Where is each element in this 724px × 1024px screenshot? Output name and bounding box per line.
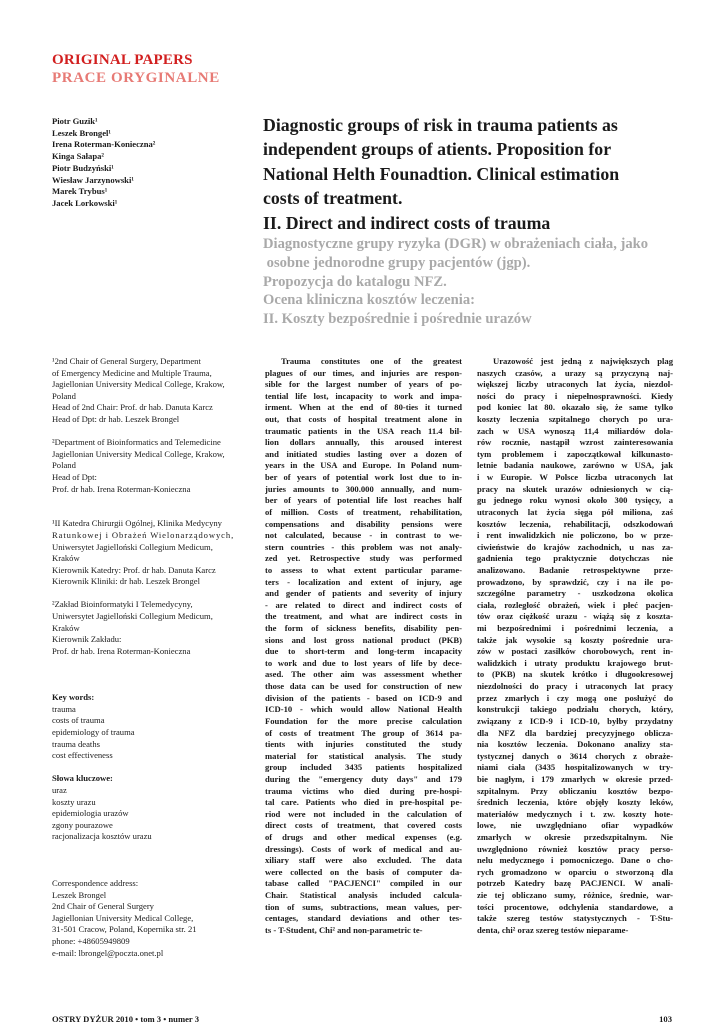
abstract-english [265,356,462,936]
body-text-line: ciała, rozległość obrażeń, wiek i płeć pacjen- [477,599,673,610]
body-text-line: tential life lost, incapacity to work and impa- [265,390,462,401]
affiliation-block [52,356,260,426]
affiliation-line: Poland [52,460,76,471]
body-text-line: out, that costs of hospital treatment alone in [265,414,462,425]
author-name: Irena Roterman-Konieczna² [52,139,156,150]
body-text-line: years in the USA and Europe. In Poland num- [265,460,462,471]
correspondence-line: 2nd Chair of General Surgery [52,901,154,912]
correspondence-line: phone: +48605949809 [52,935,130,946]
title-line: independent groups of atients. Proposition for [263,139,612,160]
body-text-line: plagues of our times, and injuries are respon- [265,367,462,378]
title-line: osobne jednorodne grupy pacjentów (jgp). [263,254,531,271]
keyword-item: racjonalizacja kosztów urazu [52,831,152,842]
body-text-line: of million. Costs of treatment, rehabilitation, [265,506,462,517]
body-text-line: dressings). Costs of work of medical and au- [265,843,462,854]
body-text-line: tów oraz ciężkość urazu - wiążą się z koszta- [477,611,673,622]
polish-keywords-heading: Słowa kluczowe: [52,773,113,784]
body-text-line: ased. The other aim was assessment whether [265,669,462,680]
article-title-polish [263,235,693,329]
body-text-line: zie tej obliczano sumy, różnice, średnie, war- [477,890,673,901]
body-text-line: to work and due to lost years of life by dece- [265,657,462,668]
body-text-line: koszty leczenia szpitalnego chorych po ura- [477,414,673,425]
affiliation-line: Prof. dr hab. Irena Roterman-Konieczna [52,483,191,494]
body-text-line: lion dollars annually, this aroused interest [265,437,462,448]
body-text-line: tości procentowe, odchylenia standardowe, a [477,901,673,912]
page-number: 103 [659,1014,672,1024]
body-text-line: także szereg testów statystycznych - T-Stu- [477,913,673,924]
keyword-item: costs of trauma [52,715,105,726]
affiliation-line: Kierownik Zakładu: [52,634,122,645]
journal-footer: OSTRY DYŻUR 2010 • tom 3 • numer 3 [52,1014,200,1024]
body-text-line: także jak wysokie są koszty pośrednie ura- [477,634,673,645]
section-label-english: ORIGINAL PAPERS [52,52,193,68]
body-text-line: lowe, nie uwzględniano ofiar wypadków [477,820,673,831]
title-line: II. Direct and indirect costs of trauma [263,212,551,233]
body-text-line: prowadzono, by sprawdzić, czy i na ile po- [477,576,673,587]
affiliation-line: Head of 2nd Chair: Prof. dr hab. Danuta Karcz [52,402,213,413]
body-text-line: those data can be used for construction of new [265,681,462,692]
body-text-line: letnie badania naukowe, zarówno w USA, jak [477,460,673,471]
affiliation-line: Kraków [52,553,80,564]
author-name: Piotr Budzyński¹ [52,162,114,173]
keyword-item: trauma [52,703,76,714]
body-text-line: Urazowość jest jedną z największych plag [493,356,673,366]
body-text-line: juries amounts to 300.000 annually, and num- [265,483,462,494]
keyword-item: trauma deaths [52,738,100,749]
author-name: Jacek Lorkowski¹ [52,197,118,208]
section-label-polish: PRACE ORYGINALNE [52,70,220,86]
body-text-line: mi bezpośrednimi i pośrednimi leczenia, a [477,623,673,634]
title-line: Propozycja do katalogu NFZ. [263,273,447,290]
body-text-line: gadnienia tego praktycznie dotychczas nie [477,553,673,564]
body-text-line: zach w USA wynoszą 11,4 miliardów dola- [477,425,673,436]
body-text-line: rów rocznie, nastąpił wzrost zainteresowania [477,437,673,448]
body-text-line: Chair. Statistical analysis included calcula- [265,890,462,901]
body-text-line: group included 3435 patients hospitalized [265,762,462,773]
keyword-item: cost effectiveness [52,750,113,761]
author-name: Leszek Brongel¹ [52,127,111,138]
body-text-line: niami ciała (3435 hospitalizowanych w try- [477,762,673,773]
title-line: II. Koszty bezpośrednie i pośrednie urazów [263,311,532,328]
body-text-line: pod koniec lat 80. okazało się, że same tylko [477,402,673,413]
body-text-line: ters - localization and extent of injury, age [265,576,462,587]
affiliation-line: Ratunkowej i Obrażeń Wielonarządowych, [52,529,235,540]
body-text-line: compensations and disability pensions were [265,518,462,529]
body-text-line: pracy na skutek urazów odniesionych w cią- [477,483,673,494]
keyword-item: koszty urazu [52,796,96,807]
keyword-item: epidemiology of trauma [52,727,135,737]
body-text-line: przez zmarłych i czy mogą one posłużyć do [477,692,673,703]
body-text-line: xiliary staff were also excluded. The data [265,855,462,866]
body-text-line: tal care. Patients who died in pre-hospital pe- [265,797,462,808]
body-text-line: stern countries - this problem was not analy- [265,541,462,552]
body-text-line: rych gromadzono w oparciu o stworzoną dla [477,866,673,877]
body-text-line: irment. When at the end of 80-ties it turned [265,402,462,413]
body-text-line: of costs of treatment The group of 3614 pa- [265,727,462,738]
author-name: Kinga Sałapa² [52,151,105,162]
correspondence-line: Leszek Brongel [52,889,107,900]
affiliation-line: Head of Dpt: dr hab. Leszek Brongel [52,413,180,424]
correspondence-line: Jagiellonian University Medical College, [52,912,194,923]
keyword-item: zgony pourazowe [52,819,113,830]
body-text-line: tients with injuries constituted the study [265,739,462,750]
correspondence-address [52,878,260,959]
body-text-line: uwzględniono również kosztów pracy perso- [477,843,673,854]
body-text-line: the treatment, and what are indirect costs in [265,611,462,622]
body-text-line: the form of sickness benefits, disability pen- [265,623,462,634]
body-text-line: to assess to what extent particular parame- [265,564,462,575]
body-text-line: of drugs and other medical expenses (e.g. [265,831,462,842]
body-text-line: nia kosztów leczenia. Dokonano analizy sta- [477,739,673,750]
body-text-line: ber of years of potential life lost reaches half [265,495,462,506]
body-text-line: niezdolności do pracy i utraconych lat pracy [477,681,673,692]
body-text-line: denta, chi² oraz szereg testów nieparame- [477,924,629,935]
affiliation-line: Head of Dpt: [52,471,97,482]
affiliation-line: of Emergency Medicine and Multiple Trauma, [52,367,212,378]
affiliation-line: Prof. dr hab. Irena Roterman-Konieczna [52,645,191,656]
body-text-line: not calculated, because - in contrast to we- [265,530,462,541]
sidebar-column [52,356,260,843]
body-text-line: sible for the largest number of years of po- [265,379,462,390]
affiliation-block [52,518,260,588]
body-text-line: zmarłych w okresie przedszpitalnym. Nie [477,831,673,842]
body-text-line: to (PKB) na skutek krótko i długookresowej [477,669,673,680]
body-text-line: - are related to direct and indirect costs of [265,599,462,610]
author-name: Piotr Guzik¹ [52,116,98,126]
author-name: Marek Trybus¹ [52,186,108,197]
affiliation-line: Kraków [52,622,80,633]
affiliation-line: Jagiellonian University Medical College, Krakow, [52,448,225,459]
body-text-line: division of the patients - based on ICD-9 and [265,692,462,703]
body-text-line: ności do pracy i niepełnosprawności. Kiedy [477,390,673,401]
title-line: National Helth Founadtion. Clinical estimation [263,163,620,184]
abstract-polish [477,356,673,936]
affiliation-line: Uniwersytet Jagielloński Collegium Medicum, [52,541,213,552]
body-text-line: dla NFZ dla bardziej precyzyjnego oblicza- [477,727,673,738]
body-text-line: material for statistical analysis. The study [265,750,462,761]
body-text-line: tym problemem i zapoczątkował kilkunasto- [477,448,673,459]
keywords-block [52,692,260,762]
title-line: Ocena kliniczna kosztów leczenia: [263,292,475,309]
body-text-line: were collected on the basis of computer da- [265,866,462,877]
body-text-line: ts - T-Student, Chi² and non-parametric te- [265,924,423,935]
body-text-line: potrzeb Katedry bazę PACJENCI. W anali- [477,878,673,889]
title-line: costs of treatment. [263,188,403,209]
body-text-line: szczególne parametry - uszkodzona okolica [477,588,673,599]
body-text-line: kosztów leczenia, rehabilitacji, odszkodowań [477,518,673,529]
body-text-line: konstrukcji takiego podziału chorych, który, [477,704,673,715]
affiliation-line: ²Department of Bioinformatics and Telemedicine [52,437,221,448]
body-text-line: trauma victims who died during pre-hospi- [265,785,462,796]
body-text-line: i w Europie. W Polsce liczba utraconych lat [477,472,673,483]
body-text-line: utraconych lat życia sięga pół miliona, zaś [477,506,673,517]
body-text-line: gu jednego roku wynosi około 300 tysięcy, a [477,495,673,506]
title-line: Diagnostic groups of risk in trauma patients as [263,115,618,135]
body-text-line: direct costs of treatment, that covered costs [265,820,462,831]
affiliation-line: Uniwersytet Jagielloński Collegium Medicum, [52,611,213,622]
body-text-line: ciwieństwie do krajów zachodnich, u nas za- [477,541,673,552]
body-text-line: tabase called "PACJENCI" compiled in our [265,878,462,889]
body-text-line: średnich leczenia, które objęły koszty leków, [477,797,673,808]
body-text-line: nelu medycznego i pomocniczego. Dane o cho- [477,855,673,866]
body-text-line: zów w postaci zasiłków chorobowych, rent in- [477,646,673,657]
correspondence-line: Correspondence address: [52,878,139,888]
keyword-item: epidemiologia urazów [52,808,129,819]
author-list [52,116,242,210]
polish-keywords-block [52,773,260,843]
article-title-english [263,113,683,235]
affiliation-line: Poland [52,390,76,401]
body-text-line: sions and lost gross national product (PKB) [265,634,462,645]
affiliation-block [52,599,260,657]
affiliation-line: ¹2nd Chair of General Surgery, Department [52,356,201,366]
body-text-line: walidzkich i utraty produktu krajowego brut- [477,657,673,668]
body-text-line: and initiated studies lasting over a dozen of [265,448,462,459]
affiliation-block [52,437,260,495]
author-name: Wiesław Jarzynowski¹ [52,174,134,185]
affiliation-line: Jagiellonian University Medical College, Krakow, [52,379,225,390]
body-text-line: and gender of patients and severity of injury [265,588,462,599]
body-text-line: centages, standard deviations and other tes- [265,913,462,924]
correspondence-line: 31-501 Cracow, Poland, Kopernika str. 21 [52,924,197,935]
keywords-heading: Key words: [52,692,95,703]
body-text-line: riod were not included in the calculation of [265,808,462,819]
body-text-line: zed yet. Retrospective study was performed [265,553,462,564]
body-text-line: i rent inwalidzkich nie policzono, bo w prze- [477,530,673,541]
title-line: Diagnostyczne grupy ryzyka (DGR) w obrażeniach ciała, jako [263,236,649,252]
affiliation-line: Kierownik Katedry: Prof. dr hab. Danuta Karcz [52,564,216,575]
body-text-line: bie nagłym, i 179 zmarłych w okresie przed- [477,773,673,784]
body-text-line: tystycznej danych o 3614 chorych z obraże- [477,750,673,761]
correspondence-email[interactable]: e-mail: lbrongel@poczta.onet.pl [52,947,164,958]
body-text-line: Foundation for the more precise calculation [265,715,462,726]
body-text-line: ber of years of potential work lost due to in- [265,472,462,483]
body-text-line: during the "emergency duty days" and 179 [265,773,462,784]
keyword-item: uraz [52,784,67,795]
body-text-line: materiałów medycznych i t. zw. koszty hote- [477,808,673,819]
body-text-line: naszych czasów, a urazy są przyczyną naj- [477,367,673,378]
body-text-line: ICD-10 - which would allow National Health [265,704,462,715]
body-text-line: związany z ICD-9 i ICD-10, byłby przydatny [477,715,673,726]
body-text-line: większej liczby utraconych lat życia, niezdol- [477,379,673,390]
affiliation-line: ²Zakład Bioinformatyki I Telemedycyny, [52,599,193,610]
affiliation-line: Kierownik Kliniki: dr hab. Leszek Brongel [52,576,200,587]
body-text-line: due to short-term and long-term incapacity [265,646,462,657]
body-text-line: tion of sums, subtractions, mean values, per- [265,901,462,912]
affiliation-line: ¹II Katedra Chirurgii Ogólnej, Klinika Medycyny [52,518,222,529]
body-text-line: szpitalnym. Przy obliczaniu kosztów bezpo- [477,785,673,796]
body-text-line: Trauma constitutes one of the greatest [281,356,462,366]
body-text-line: traumatic patients in the USA reach 11.4 bil- [265,425,462,436]
body-text-line: analizowano. Badanie retrospektywne prze- [477,564,673,575]
